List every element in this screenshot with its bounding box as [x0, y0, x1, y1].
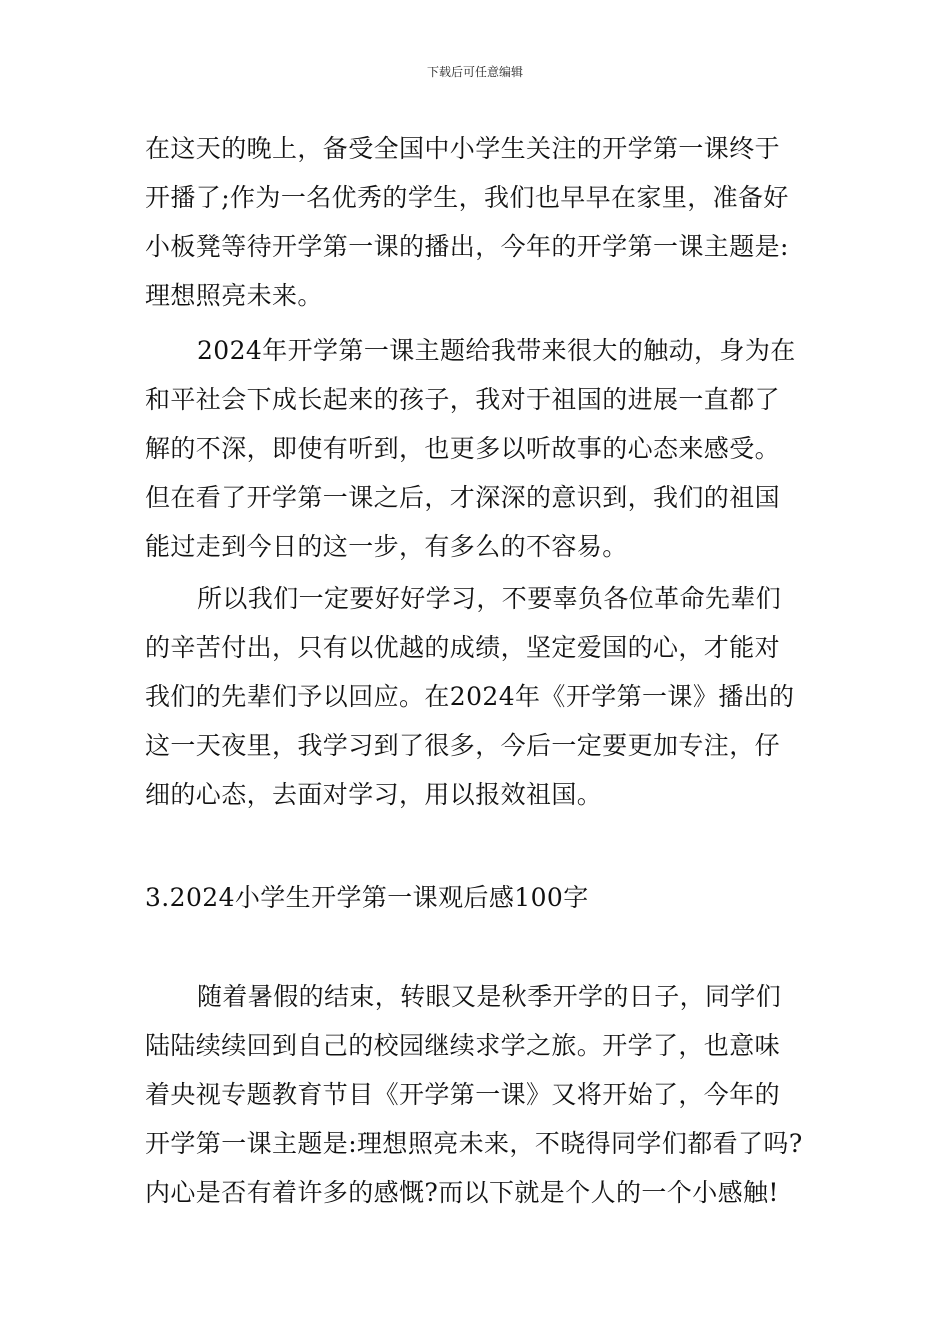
paragraph-impact: [145, 326, 810, 571]
text-line: 小板凳等待开学第一课的播出，今年的开学第一课主题是:: [145, 232, 789, 261]
text-line: 在这天的晚上，备受全国中小学生关注的开学第一课终于: [145, 134, 781, 163]
text-line: 和平社会下成长起来的孩子，我对于祖国的进展一直都了: [145, 385, 781, 414]
section-heading: [145, 873, 810, 922]
paragraph-opening: [145, 124, 810, 320]
text-line: 所以我们一定要好好学习，不要辜负各位革命先辈们: [197, 584, 782, 613]
text-line: 这一天夜里，我学习到了很多，今后一定要更加专注，仔: [145, 731, 781, 760]
text-line: 理想照亮未来。: [145, 281, 323, 310]
text-line: 细的心态，去面对学习，用以报效祖国。: [145, 780, 603, 809]
text-line: 我们的先辈们予以回应。在2024年《开学第一课》播出的: [145, 682, 795, 711]
text-line: 开学第一课主题是:理想照亮未来，不晓得同学们都看了吗?: [145, 1129, 803, 1158]
section-heading-text: 3.2024小学生开学第一课观后感100字: [145, 883, 589, 912]
text-line: 开播了;作为一名优秀的学生，我们也早早在家里，准备好: [145, 183, 789, 212]
page-header: 下载后可任意编辑: [426, 65, 523, 79]
text-line: 陆陆续续回到自己的校园继续求学之旅。开学了，也意味: [145, 1031, 781, 1060]
text-line: 2024年开学第一课主题给我带来很大的触动，身为在: [197, 336, 796, 365]
text-line: 能过走到今日的这一步，有多么的不容易。: [145, 532, 628, 561]
paragraph-resolve: [145, 574, 810, 819]
text-line: 随着暑假的结束，转眼又是秋季开学的日子，同学们: [197, 982, 782, 1011]
text-line: 着央视专题教育节目《开学第一课》又将开始了，今年的: [145, 1080, 781, 1109]
paragraph-new-term: [145, 972, 810, 1217]
text-line: 内心是否有着许多的感慨?而以下就是个人的一个小感触!: [145, 1178, 779, 1207]
text-line: 但在看了开学第一课之后，才深深的意识到，我们的祖国: [145, 483, 781, 512]
text-line: 解的不深，即使有听到，也更多以听故事的心态来感受。: [145, 434, 781, 463]
text-line: 的辛苦付出，只有以优越的成绩，坚定爱国的心，才能对: [145, 633, 781, 662]
